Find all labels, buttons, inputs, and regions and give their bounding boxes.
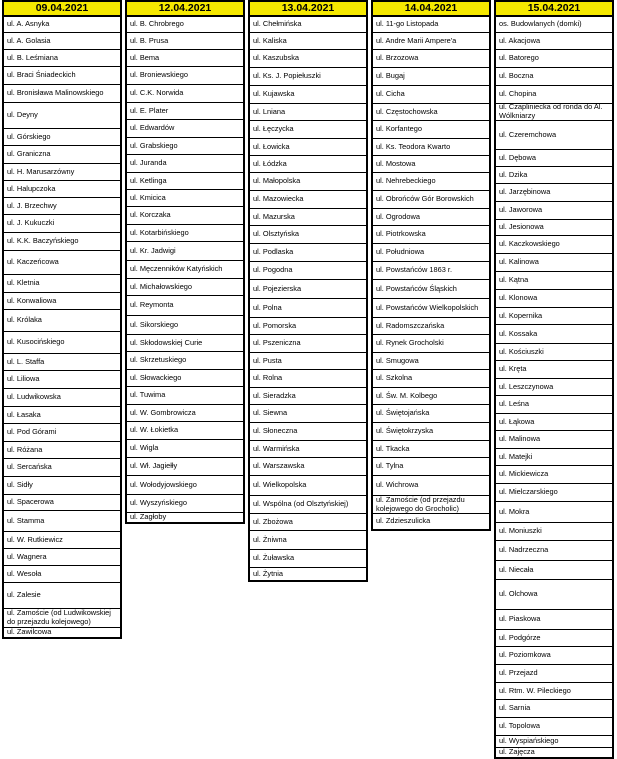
street-cell: ul. Siewna <box>248 405 368 423</box>
street-cell: ul. Kręta <box>494 361 614 379</box>
street-cell: ul. Kr. Jadwigi <box>125 242 245 261</box>
street-cell: ul. Zawilcowa <box>2 628 122 639</box>
street-cell: ul. Wichrowa <box>371 476 491 496</box>
street-cell: ul. Ogrodowa <box>371 209 491 226</box>
street-cell: ul. Wyspiańskiego <box>494 736 614 748</box>
street-cell: ul. Skrzetuskiego <box>125 352 245 370</box>
street-cell: ul. Powstańców Śląskich <box>371 280 491 299</box>
street-cell: ul. Słoneczna <box>248 423 368 441</box>
street-cell: ul. Nadrzeczna <box>494 541 614 561</box>
date-column <box>371 0 491 526</box>
street-cell: ul. Nehrebeckiego <box>371 173 491 191</box>
street-cell: ul. Kalinowa <box>494 254 614 272</box>
street-cell: ul. Pogodna <box>248 262 368 280</box>
street-cell: ul. Batorego <box>494 50 614 68</box>
street-cell: ul. Świętojańska <box>371 405 491 423</box>
street-cell: ul. A. Golasia <box>2 33 122 50</box>
street-cell: ul. Żniwna <box>248 531 368 550</box>
street-cell: ul. Smugowa <box>371 353 491 370</box>
street-cell: ul. Sidły <box>2 477 122 495</box>
street-cell: ul. Juranda <box>125 155 245 173</box>
street-cell: ul. J. Kukuczki <box>2 215 122 233</box>
street-cell: ul. Korfantego <box>371 121 491 139</box>
street-cell: ul. Deyny <box>2 103 122 129</box>
street-cell: ul. B. Leśmiana <box>2 50 122 67</box>
street-cell: ul. Korczaka <box>125 207 245 225</box>
street-cell: ul. Pusta <box>248 353 368 370</box>
street-cell: ul. Spacerowa <box>2 495 122 511</box>
street-cell: ul. Poziomkowa <box>494 647 614 665</box>
street-cell: ul. Podlaska <box>248 244 368 262</box>
street-cell: ul. B. Prusa <box>125 33 245 50</box>
column-date-header: 15.04.2021 <box>494 0 614 17</box>
street-cell: ul. Moniuszki <box>494 523 614 541</box>
street-cell: ul. Rtm. W. Pileckiego <box>494 683 614 700</box>
street-cell: ul. Różana <box>2 442 122 459</box>
street-cell: ul. Polna <box>248 299 368 318</box>
street-cell: ul. Wspólna (od Olsztyńskiej) <box>248 496 368 514</box>
street-cell: ul. Wagnera <box>2 549 122 566</box>
street-cell: ul. Zdzieszulicka <box>371 514 491 531</box>
street-cell: ul. Łowicka <box>248 139 368 156</box>
street-cell: ul. Żytnia <box>248 568 368 582</box>
street-cell: ul. Łąkowa <box>494 414 614 431</box>
street-cell: ul. A. Asnyka <box>2 17 122 33</box>
street-cell: ul. Dębowa <box>494 150 614 167</box>
street-cell: ul. Kopernika <box>494 308 614 325</box>
street-cell: ul. Mazurska <box>248 209 368 226</box>
street-cell: ul. Klonowa <box>494 290 614 308</box>
street-cell: ul. Górskiego <box>2 129 122 146</box>
column-date-header: 14.04.2021 <box>371 0 491 17</box>
street-cell: ul. Mielczarskiego <box>494 484 614 502</box>
street-cell: ul. Częstochowska <box>371 104 491 121</box>
street-cell: ul. W. Łokietka <box>125 422 245 440</box>
street-cell: ul. Łęczycka <box>248 121 368 139</box>
date-column <box>125 0 245 521</box>
street-cell: ul. Warmińska <box>248 441 368 458</box>
street-cell: ul. Kaczkowskiego <box>494 236 614 254</box>
street-cell: ul. Jaworowa <box>494 202 614 220</box>
street-cell: ul. Pszeniczna <box>248 335 368 353</box>
street-cell: ul. Kaczeńcowa <box>2 251 122 275</box>
street-cell: ul. Czeremchowa <box>494 121 614 150</box>
street-cell: ul. Olsztyńska <box>248 226 368 244</box>
street-cell: ul. Kossaka <box>494 325 614 344</box>
street-cell: ul. Przejazd <box>494 665 614 683</box>
street-cell: ul. B. Chrobrego <box>125 17 245 33</box>
date-column <box>248 0 368 578</box>
street-cell: ul. Kusocińskiego <box>2 332 122 354</box>
street-cell: ul. Łasaka <box>2 407 122 424</box>
street-cell: ul. Kościuszki <box>494 344 614 361</box>
street-cell: ul. Reymonta <box>125 296 245 316</box>
street-cell: ul. Męczenników Katyńskich <box>125 261 245 279</box>
street-cell: ul. Powstańców Wielkopolskich <box>371 299 491 318</box>
street-cell: ul. Edwardów <box>125 120 245 138</box>
street-cell: ul. Zbożowa <box>248 514 368 531</box>
street-cell: ul. Warszawska <box>248 458 368 476</box>
street-cell: ul. Grabskiego <box>125 138 245 155</box>
street-cell: ul. Ks. Teodora Kwarto <box>371 139 491 156</box>
street-cell: ul. Kaliska <box>248 33 368 50</box>
street-cell: ul. L. Staffa <box>2 354 122 371</box>
street-cell: ul. H. Marusarzówny <box>2 164 122 181</box>
street-cell: ul. Bema <box>125 50 245 67</box>
street-cell: ul. Szkolna <box>371 370 491 388</box>
street-cell: ul. Kątna <box>494 272 614 290</box>
street-cell: ul. E. Plater <box>125 103 245 120</box>
street-cell: ul. Sikorskiego <box>125 316 245 335</box>
street-cell: ul. Słowackiego <box>125 370 245 387</box>
street-cell: ul. Sarnia <box>494 700 614 718</box>
street-cell: ul. Wesoła <box>2 566 122 583</box>
street-cell: ul. Królaka <box>2 310 122 332</box>
street-cell: ul. Konwaliowa <box>2 293 122 310</box>
street-cell: ul. Ludwikowska <box>2 389 122 407</box>
street-cell: ul. Świętokrzyska <box>371 423 491 441</box>
street-cell: ul. Malinowa <box>494 431 614 449</box>
column-date-header: 13.04.2021 <box>248 0 368 17</box>
street-cell: ul. Jesionowa <box>494 220 614 236</box>
street-cell: ul. Zagłoby <box>125 513 245 524</box>
street-cell: ul. Brzozowa <box>371 50 491 68</box>
street-cell: ul. Południowa <box>371 244 491 262</box>
street-cell: ul. Cicha <box>371 86 491 104</box>
street-cell: ul. Lniana <box>248 104 368 121</box>
street-cell: ul. Leszczynowa <box>494 379 614 396</box>
date-column <box>494 0 614 756</box>
street-cell: ul. J. Brzechwy <box>2 198 122 215</box>
street-cell: ul. Matejki <box>494 449 614 466</box>
street-cell: ul. Zalesie <box>2 583 122 609</box>
street-cell: ul. Czaplinieckа od ronda do Al. Wólkniarzy <box>494 104 614 121</box>
street-cell: ul. Chopina <box>494 86 614 104</box>
street-cell: ul. Topolowa <box>494 718 614 736</box>
street-cell: ul. Św. M. Kolbego <box>371 388 491 405</box>
street-cell: ul. C.K. Norwida <box>125 85 245 103</box>
street-cell: ul. Chełmińska <box>248 17 368 33</box>
street-cell: ul. Małopolska <box>248 173 368 191</box>
date-column <box>2 0 122 636</box>
street-cell: ul. Łódzka <box>248 156 368 173</box>
street-cell: ul. Broniewskiego <box>125 67 245 85</box>
street-cell: ul. Sercańska <box>2 459 122 477</box>
street-cell: ul. Michałowskiego <box>125 279 245 296</box>
street-cell: ul. Kujawska <box>248 86 368 104</box>
street-cell: ul. Tylna <box>371 458 491 476</box>
street-cell: ul. Pojezierska <box>248 280 368 299</box>
street-cell: ul. Leśna <box>494 396 614 414</box>
street-cell: ul. Wołodyjowskiego <box>125 476 245 495</box>
street-cell: ul. Mokra <box>494 502 614 523</box>
street-cell: ul. Andre Marii Ampere'a <box>371 33 491 50</box>
street-cell: ul. Piaskowa <box>494 610 614 630</box>
street-cell: ul. Piotrkowska <box>371 226 491 244</box>
street-cell: ul. K.K. Baczyńskiego <box>2 233 122 251</box>
street-cell: ul. W. Rutkiewicz <box>2 532 122 549</box>
street-cell: ul. Wielkopolska <box>248 476 368 496</box>
street-cell: ul. Pod Górami <box>2 424 122 442</box>
street-cell: ul. Wyszyńskiego <box>125 495 245 513</box>
street-cell: ul. Kaszubska <box>248 50 368 68</box>
street-cell: ul. Rolna <box>248 370 368 388</box>
street-cell: ul. Zamoście (od Ludwikowskiej do przejazdu kolejowego) <box>2 609 122 628</box>
street-cell: ul. Ks. J. Popiełuszki <box>248 68 368 86</box>
street-cell: ul. Podgórze <box>494 630 614 647</box>
street-cell: ul. Olchowa <box>494 580 614 610</box>
street-cell: ul. Mazowiecka <box>248 191 368 209</box>
street-cell: ul. Jarzębinowa <box>494 184 614 202</box>
street-cell: ul. Dzika <box>494 167 614 184</box>
street-cell: ul. Mickiewicza <box>494 466 614 484</box>
street-cell: ul. Zajęcza <box>494 748 614 759</box>
street-cell: ul. Sieradzka <box>248 388 368 405</box>
street-cell: ul. Powstańców 1863 r. <box>371 262 491 280</box>
street-cell: ul. Wł. Jagiełły <box>125 458 245 476</box>
street-cell: ul. Braci Śniadeckich <box>2 67 122 85</box>
street-cell: ul. Rynek Grocholski <box>371 335 491 353</box>
street-cell: ul. Obrońców Gór Borowskich <box>371 191 491 209</box>
street-cell: ul. Boczna <box>494 68 614 86</box>
street-cell: ul. Niecała <box>494 561 614 580</box>
street-cell: ul. Kotarbińskiego <box>125 225 245 242</box>
street-cell: ul. Skłodowskiej Curie <box>125 335 245 352</box>
street-cell: ul. Kletnia <box>2 275 122 293</box>
street-cell: ul. Kmicica <box>125 190 245 207</box>
street-cell: ul. 11-go Listopada <box>371 17 491 33</box>
street-cell: ul. Wigla <box>125 440 245 458</box>
street-cell: os. Budowlanych (domki) <box>494 17 614 33</box>
street-cell: ul. Graniczna <box>2 146 122 164</box>
street-cell: ul. Żuławska <box>248 550 368 568</box>
column-date-header: 12.04.2021 <box>125 0 245 17</box>
street-cell: ul. Pomorska <box>248 318 368 335</box>
street-cell: ul. W. Gombrowicza <box>125 405 245 422</box>
street-cell: ul. Mostowa <box>371 156 491 173</box>
street-cell: ul. Ketlinga <box>125 173 245 190</box>
street-cell: ul. Bronisława Malinowskiego <box>2 85 122 103</box>
street-cell: ul. Radomszczańska <box>371 318 491 335</box>
street-cell: ul. Liliowa <box>2 371 122 389</box>
street-cell: ul. Bugaj <box>371 68 491 86</box>
street-cell: ul. Zamoście (od przejazdu kolejowego do Grocholic) <box>371 496 491 514</box>
street-cell: ul. Akacjowa <box>494 33 614 50</box>
street-cell: ul. Tkacka <box>371 441 491 458</box>
column-date-header: 09.04.2021 <box>2 0 122 17</box>
street-cell: ul. Stamma <box>2 511 122 532</box>
street-cell: ul. Halupczoka <box>2 181 122 198</box>
street-cell: ul. Tuwima <box>125 387 245 405</box>
